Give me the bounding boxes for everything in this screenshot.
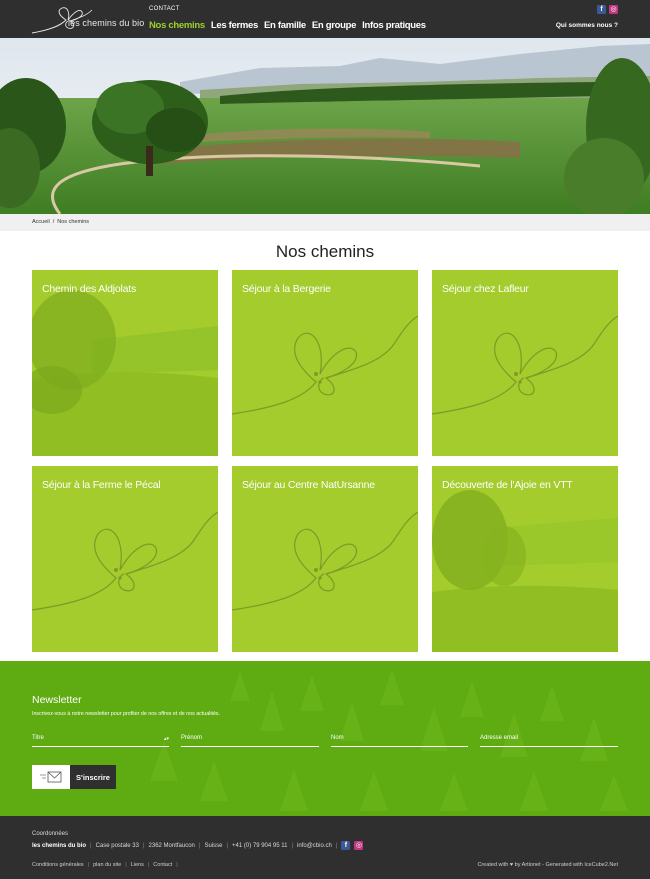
card-title: Chemin des Aldjolats [42,283,137,295]
envelope-icon [32,765,70,789]
facebook-icon[interactable]: f [597,5,606,14]
butterfly-watermark-icon [232,466,418,652]
about-link[interactable]: Qui sommes nous ? [555,22,618,29]
coordinates-line: les chemins du bio | Case postale 33 | 2362 Montfaucon | Suisse | +41 (0) 79 904 95 11 | info@cbio.ch | f ◎ [32,842,362,849]
footer-link-plan[interactable]: plan du site [93,862,122,868]
breadcrumb-bar [0,214,650,231]
social-links-top [597,5,618,14]
card-chemin-des-aldjolats[interactable] [32,270,218,456]
card-title: Séjour à la Bergerie [242,283,331,295]
coordinates-title: Coordonnées [32,831,69,837]
newsletter-section [0,661,650,816]
facebook-icon[interactable]: f [341,841,350,850]
butterfly-watermark-icon [232,270,418,456]
contact-link[interactable]: CONTACT [149,6,180,12]
breadcrumb-current: Nos chemins [57,219,90,225]
card-sejour-au-centre-natursanne[interactable] [232,466,418,652]
firstname-input[interactable] [181,733,319,747]
city: 2362 Montfaucon [148,842,195,849]
instagram-icon[interactable]: ◎ [355,842,362,849]
butterfly-watermark-icon [32,466,218,652]
select-arrow-icon: ▴▾ [163,736,169,742]
breadcrumb-home[interactable]: Accueil [32,219,50,225]
card-title: Séjour au Centre NatUrsanne [242,479,375,491]
breadcrumb-separator: / [52,219,55,225]
nav-item-les-fermes[interactable]: Les fermes [210,20,259,31]
card-photo-image [432,466,618,652]
nav-item-en-groupe[interactable]: En groupe [311,20,357,31]
subscribe-label: S'inscrire [70,765,116,789]
subscribe-button[interactable] [32,765,116,789]
email-input[interactable] [480,733,618,747]
site-footer [0,816,650,879]
footer-link-conditions[interactable]: Conditions générales [32,862,84,868]
main-nav [149,20,426,31]
card-sejour-a-la-bergerie[interactable] [232,270,418,456]
card-title: Séjour à la Ferme le Pécal [42,479,161,491]
email-link[interactable]: info@cbio.ch [297,842,332,849]
instagram-icon[interactable]: ◎ [610,6,617,13]
title-select[interactable] [32,733,169,747]
country: Suisse [204,842,223,849]
email-placeholder: Adresse email [480,735,519,741]
card-sejour-chez-lafleur[interactable] [432,270,618,456]
address: Case postale 33 [95,842,139,849]
footer-links: Conditions générales | plan du site | Liens | Contact | [32,862,178,868]
breadcrumb [32,219,89,225]
site-header [0,0,650,38]
footer-link-liens[interactable]: Liens [130,862,144,868]
phone[interactable]: +41 (0) 79 904 95 11 [232,842,288,849]
firstname-placeholder: Prénom [181,735,203,741]
footer-credits: Created with ♥ by Artionet - Generated with IceCube2.Net [477,862,618,868]
logo-text: les chemins du bio [68,18,145,28]
lastname-input[interactable] [331,733,468,747]
landscape-illustration [0,38,650,214]
nav-item-en-famille[interactable]: En famille [264,20,306,31]
card-title: Séjour chez Lafleur [442,283,529,295]
card-sejour-a-la-ferme-le-pecal[interactable] [32,466,218,652]
newsletter-description: Inscrivez-vous à notre newsletter pour profiter de nos offres et de nos actualités. [32,711,221,717]
nav-item-nos-chemins[interactable]: Nos chemins [149,20,205,31]
newsletter-title: Newsletter [32,694,82,706]
footer-link-contact[interactable]: Contact [153,862,173,868]
nav-item-infos-pratiques[interactable]: Infos pratiques [362,20,426,31]
butterfly-watermark-icon [432,270,618,456]
lastname-placeholder: Nom [331,735,344,741]
card-decouverte-ajoie-vtt[interactable] [432,466,618,652]
card-title: Découverte de l'Ajoie en VTT [442,479,573,491]
card-photo-image [32,270,218,456]
title-select-label: Titre [32,735,44,741]
org-name: les chemins du bio [32,842,87,849]
hero-image [0,38,650,214]
page-title: Nos chemins [275,242,375,261]
